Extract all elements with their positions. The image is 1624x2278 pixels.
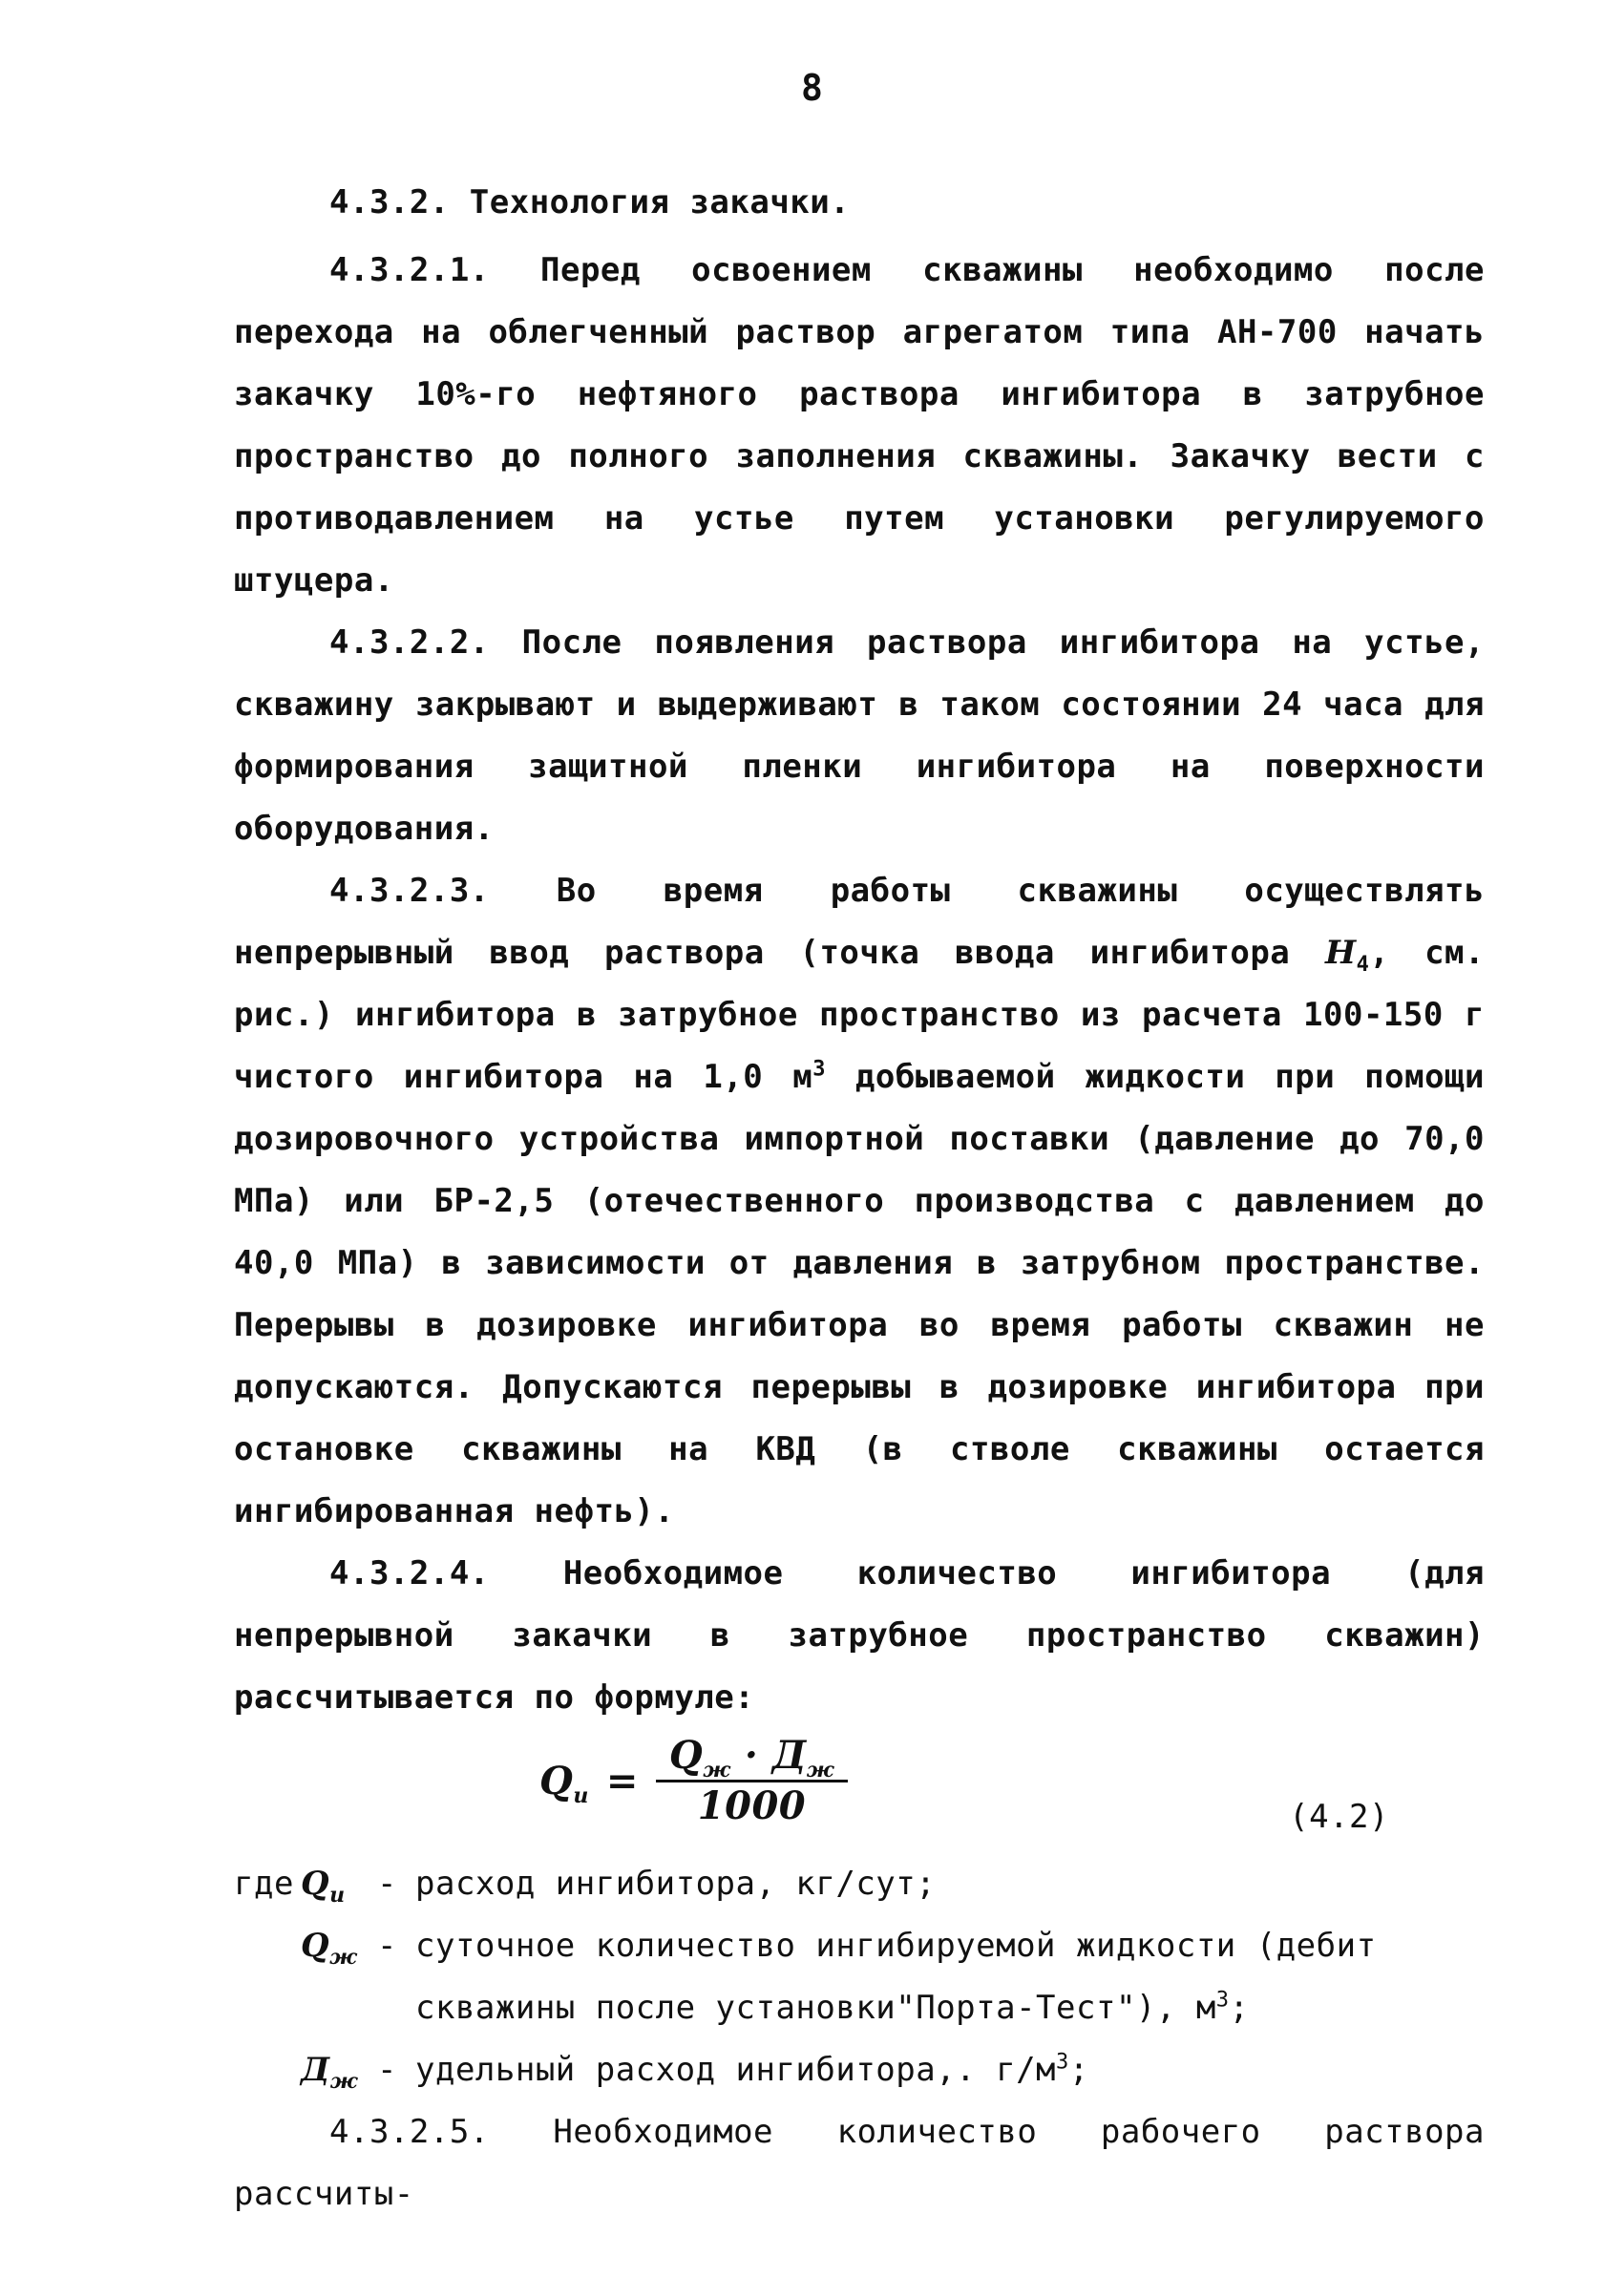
equation-number: (4.2) — [1289, 1798, 1389, 1836]
formula-numerator: $Q_ж \cdot Д_ж$ — [656, 1734, 848, 1782]
paragraph-4-3-2-4: 4.3.2.4. Необходимое количество ингибитора (для непрерывной закачки в затрубное пространство скважин) рассчитывается по формуле: — [234, 1554, 1485, 1717]
definition-dash: - — [377, 2051, 397, 2089]
definition-symbol: $Q_ж$ — [301, 1927, 358, 1970]
p3-text-a: 4.3.2.3. Во время работы скважины осуществлять непрерывный ввод раствора (точка ввода ингибитора — [234, 872, 1485, 972]
section-heading: 4.3.2. Технология закачки. — [329, 183, 851, 221]
paragraph-4-3-2-3 — [234, 860, 1485, 1543]
formula-equals: = — [605, 1759, 639, 1803]
paragraph-4-3-2-2: 4.3.2.2. После появления раствора ингибитора на устье, скважину закрывают и выдерживают в таком состоянии 24 часа для формирования защитной пленки ингибитора на поверхности оборудования. — [234, 623, 1485, 848]
formula-fraction — [656, 1734, 848, 1828]
formula-block — [234, 1729, 1485, 1853]
document-body — [234, 172, 1485, 2225]
definition-symbol: $Д_ж$ — [301, 2051, 358, 2094]
definition-dash: - — [377, 1865, 397, 1903]
paragraph-4-3-2-5: 4.3.2.5. Необходимое количество рабочего раствора рассчиты- — [234, 2113, 1485, 2213]
definition-dash: - — [377, 1927, 397, 1965]
page-number: 8 — [801, 67, 823, 109]
definition-text: суточное количество ингибируемой жидкости (дебит скважины после установки"Порта-Тест"), $м^3$; — [415, 1927, 1377, 2027]
p3-text-c: добываемой жидкости при помощи дозировочного устройства импортной поставки (давление до 70,0 МПа) или БР-2,5 (отечественного производства с давлением до 40,0 МПа) в зависимости от давления в затрубном пространстве. Перерывы в дозировке ингибитора во время работы скважин не допускаются. Допускаются перерывы в дозировке ингибитора при остановке скважины на КВД (в стволе скважины остается ингибированная нефть). — [234, 1058, 1485, 1530]
definition-text: удельный расход ингибитора,. $г/м^3$; — [415, 2050, 1089, 2089]
definition-lead: где — [234, 1865, 294, 1903]
formula-lhs: $Q_и$ — [539, 1759, 589, 1808]
definition-row — [234, 1915, 1485, 2039]
injection-point-subscript: 4 — [1356, 952, 1370, 977]
variable-definitions — [234, 1853, 1485, 2101]
formula-4-2 — [539, 1734, 848, 1828]
p3-text-b: , см. рис.) ингибитора в затрубное пространство из расчета 100-150 г чистого ингибитора на 1,0 м — [234, 934, 1485, 1096]
definition-text: расход ингибитора, кг/сут; — [415, 1865, 937, 1903]
paragraph-4-3-2-1: 4.3.2.1. Перед освоением скважины необходимо после перехода на облегченный раствор агрегатом типа АН-700 начать закачку 10%-го нефтяного раствора ингибитора в затрубное пространство до полного заполнения скважины. Закачку вести с противодавлением на устье путем установки регулируемого штуцера. — [234, 251, 1485, 600]
definition-row — [234, 1853, 1485, 1915]
injection-point-symbol: H — [1325, 934, 1357, 972]
definition-row — [234, 2039, 1485, 2101]
definition-symbol: $Q_и$ — [301, 1865, 346, 1908]
cubic-superscript: 3 — [812, 1057, 826, 1082]
formula-denominator: 1000 — [697, 1783, 807, 1828]
